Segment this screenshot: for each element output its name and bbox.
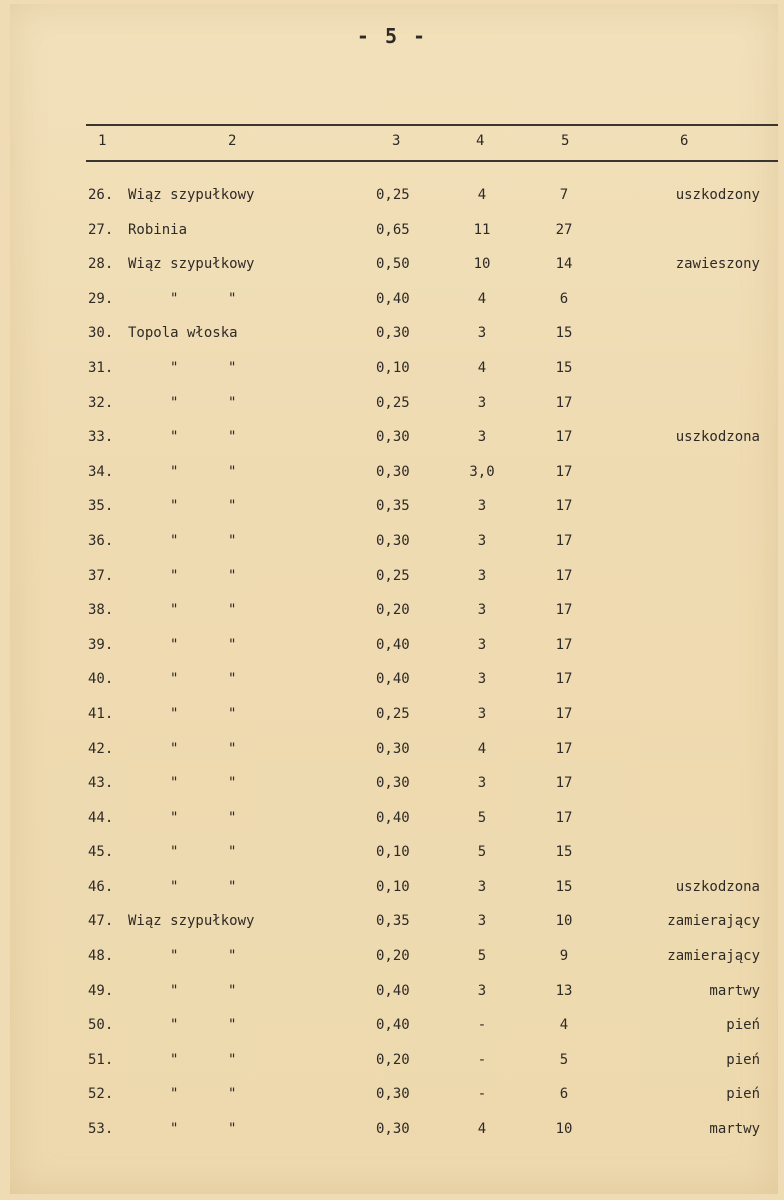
- table-row: [0, 351, 784, 386]
- column-4-cell: 3: [477, 913, 487, 930]
- row-number: 35.: [88, 498, 114, 515]
- row-number: 42.: [88, 740, 114, 757]
- table-row: [0, 593, 784, 628]
- table-top-rule: [86, 124, 778, 126]
- column-4-cell: 5: [477, 844, 487, 861]
- ditto-mark: ": [170, 636, 179, 653]
- column-5-cell: 17: [555, 429, 573, 446]
- diameter-cell: 0,10: [376, 359, 410, 376]
- table-row: [0, 420, 784, 455]
- ditto-mark: ": [170, 567, 179, 584]
- diameter-cell: 0,40: [376, 809, 410, 826]
- ditto-mark: ": [170, 359, 179, 376]
- diameter-cell: 0,25: [376, 187, 410, 203]
- table-header: [0, 133, 784, 153]
- column-header-1: 1: [98, 133, 107, 149]
- column-4-cell: 3: [477, 567, 487, 584]
- column-5-cell: 17: [555, 463, 573, 480]
- table-row: [0, 939, 784, 974]
- row-number: 46.: [88, 878, 114, 895]
- table-row: [0, 455, 784, 490]
- column-5-cell: 13: [555, 982, 573, 999]
- column-5-cell: 15: [555, 878, 573, 895]
- row-number: 37.: [88, 567, 114, 584]
- diameter-cell: 0,30: [376, 775, 410, 792]
- species-name: Wiąz szypułkowy: [128, 913, 255, 930]
- diameter-cell: 0,30: [376, 740, 410, 757]
- column-5-cell: 15: [555, 325, 573, 342]
- table-row: [0, 1112, 784, 1147]
- row-number: 30.: [88, 325, 114, 342]
- column-4-cell: 5: [477, 948, 487, 965]
- column-4-cell: 3: [477, 671, 487, 688]
- column-5-cell: 14: [555, 256, 573, 273]
- table-row: [0, 386, 784, 421]
- ditto-mark: ": [228, 705, 237, 722]
- column-4-cell: 3: [477, 429, 487, 446]
- ditto-mark: ": [170, 1051, 179, 1068]
- row-number: 49.: [88, 982, 114, 999]
- column-5-cell: 17: [555, 602, 573, 619]
- ditto-mark: ": [228, 1017, 237, 1034]
- row-number: 38.: [88, 602, 114, 619]
- table-row: [0, 178, 784, 213]
- table-row: [0, 628, 784, 663]
- ditto-mark: ": [170, 1121, 179, 1138]
- column-5-cell: 17: [555, 671, 573, 688]
- row-number: 50.: [88, 1017, 114, 1034]
- ditto-mark: ": [228, 463, 237, 480]
- tree-table: [0, 178, 784, 1147]
- column-4-cell: 3: [477, 982, 487, 999]
- ditto-mark: ": [170, 463, 179, 480]
- table-row: [0, 870, 784, 905]
- ditto-mark: ": [170, 982, 179, 999]
- condition-note: pień: [726, 1086, 760, 1103]
- condition-note: martwy: [709, 1121, 760, 1138]
- diameter-cell: 0,50: [376, 256, 410, 273]
- table-row: [0, 835, 784, 870]
- row-number: 39.: [88, 636, 114, 653]
- row-number: 27.: [88, 221, 114, 238]
- ditto-mark: ": [228, 394, 237, 411]
- ditto-mark: ": [228, 359, 237, 376]
- diameter-cell: 0,30: [376, 532, 410, 549]
- ditto-mark: ": [228, 740, 237, 757]
- column-4-cell: 3: [477, 325, 487, 342]
- page-number: - 5 -: [356, 24, 428, 48]
- diameter-cell: 0,65: [376, 221, 410, 238]
- species-name: Robinia: [128, 221, 188, 238]
- column-5-cell: 17: [555, 394, 573, 411]
- diameter-cell: 0,35: [376, 913, 410, 930]
- condition-note: zawieszony: [675, 256, 760, 273]
- condition-note: pień: [726, 1051, 760, 1068]
- ditto-mark: ": [170, 705, 179, 722]
- column-5-cell: 10: [555, 913, 573, 930]
- row-number: 47.: [88, 913, 114, 930]
- ditto-mark: ": [170, 809, 179, 826]
- column-4-cell: 3: [477, 775, 487, 792]
- ditto-mark: ": [228, 1121, 237, 1138]
- condition-note: zamierający: [667, 913, 760, 930]
- column-5-cell: 17: [555, 705, 573, 722]
- column-4-cell: 3: [477, 532, 487, 549]
- column-5-cell: 17: [555, 809, 573, 826]
- ditto-mark: ": [228, 809, 237, 826]
- table-row: [0, 213, 784, 248]
- table-row: [0, 974, 784, 1009]
- ditto-mark: ": [170, 498, 179, 515]
- column-4-cell: 4: [477, 359, 487, 376]
- ditto-mark: ": [228, 290, 237, 307]
- table-row: [0, 247, 784, 282]
- row-number: 51.: [88, 1051, 114, 1068]
- column-5-cell: 6: [559, 1086, 569, 1103]
- column-header-2: 2: [228, 133, 237, 149]
- ditto-mark: ": [228, 878, 237, 895]
- ditto-mark: ": [170, 844, 179, 861]
- row-number: 44.: [88, 809, 114, 826]
- column-5-cell: 15: [555, 359, 573, 376]
- column-4-cell: 4: [477, 187, 487, 203]
- column-4-cell: 5: [477, 809, 487, 826]
- ditto-mark: ": [170, 671, 179, 688]
- table-row: [0, 766, 784, 801]
- column-5-cell: 17: [555, 532, 573, 549]
- row-number: 26.: [88, 187, 114, 203]
- table-row: [0, 697, 784, 732]
- condition-note: zamierający: [667, 948, 760, 965]
- table-row: [0, 282, 784, 317]
- table-row: [0, 904, 784, 939]
- row-number: 45.: [88, 844, 114, 861]
- ditto-mark: ": [170, 602, 179, 619]
- column-5-cell: 17: [555, 567, 573, 584]
- ditto-mark: ": [228, 775, 237, 792]
- row-number: 52.: [88, 1086, 114, 1103]
- ditto-mark: ": [228, 948, 237, 965]
- ditto-mark: ": [170, 948, 179, 965]
- diameter-cell: 0,40: [376, 1017, 410, 1034]
- column-4-cell: 3: [477, 705, 487, 722]
- column-header-4: 4: [476, 133, 485, 149]
- column-4-cell: 3: [477, 498, 487, 515]
- column-5-cell: 17: [555, 740, 573, 757]
- table-row: [0, 732, 784, 767]
- condition-note: pień: [726, 1017, 760, 1034]
- ditto-mark: ": [228, 1086, 237, 1103]
- column-5-cell: 7: [559, 187, 569, 203]
- table-row: [0, 524, 784, 559]
- row-number: 41.: [88, 705, 114, 722]
- ditto-mark: ": [170, 290, 179, 307]
- column-5-cell: 4: [559, 1017, 569, 1034]
- row-number: 32.: [88, 394, 114, 411]
- row-number: 34.: [88, 463, 114, 480]
- row-number: 40.: [88, 671, 114, 688]
- species-name: Wiąz szypułkowy: [128, 256, 255, 273]
- ditto-mark: ": [228, 498, 237, 515]
- column-header-5: 5: [561, 133, 570, 149]
- column-4-cell: -: [477, 1086, 487, 1103]
- ditto-mark: ": [228, 982, 237, 999]
- table-row: [0, 1077, 784, 1112]
- column-4-cell: -: [477, 1051, 487, 1068]
- column-4-cell: 3: [477, 394, 487, 411]
- column-4-cell: 3: [477, 878, 487, 895]
- column-5-cell: 17: [555, 775, 573, 792]
- column-5-cell: 5: [559, 1051, 569, 1068]
- condition-note: uszkodzona: [675, 878, 760, 895]
- ditto-mark: ": [228, 429, 237, 446]
- table-row: [0, 1043, 784, 1078]
- row-number: 29.: [88, 290, 114, 307]
- ditto-mark: ": [170, 740, 179, 757]
- diameter-cell: 0,20: [376, 1051, 410, 1068]
- diameter-cell: 0,30: [376, 463, 410, 480]
- ditto-mark: ": [170, 394, 179, 411]
- diameter-cell: 0,40: [376, 671, 410, 688]
- diameter-cell: 0,30: [376, 1086, 410, 1103]
- diameter-cell: 0,20: [376, 948, 410, 965]
- diameter-cell: 0,25: [376, 705, 410, 722]
- column-5-cell: 17: [555, 636, 573, 653]
- column-4-cell: 4: [477, 1121, 487, 1138]
- ditto-mark: ": [170, 775, 179, 792]
- diameter-cell: 0,30: [376, 1121, 410, 1138]
- diameter-cell: 0,25: [376, 394, 410, 411]
- row-number: 53.: [88, 1121, 114, 1138]
- ditto-mark: ": [170, 429, 179, 446]
- diameter-cell: 0,40: [376, 636, 410, 653]
- ditto-mark: ": [228, 532, 237, 549]
- ditto-mark: ": [228, 602, 237, 619]
- table-row: [0, 559, 784, 594]
- column-4-cell: 11: [473, 221, 491, 238]
- ditto-mark: ": [228, 671, 237, 688]
- ditto-mark: ": [170, 1086, 179, 1103]
- column-5-cell: 9: [559, 948, 569, 965]
- row-number: 28.: [88, 256, 114, 273]
- row-number: 48.: [88, 948, 114, 965]
- column-4-cell: 3,0: [469, 463, 495, 480]
- column-4-cell: -: [477, 1017, 487, 1034]
- column-5-cell: 27: [555, 221, 573, 238]
- diameter-cell: 0,40: [376, 982, 410, 999]
- column-header-6: 6: [680, 133, 689, 149]
- condition-note: uszkodzona: [675, 429, 760, 446]
- condition-note: martwy: [709, 982, 760, 999]
- column-5-cell: 6: [559, 290, 569, 307]
- table-header-rule: [86, 160, 778, 162]
- species-name: Wiąz szypułkowy: [128, 187, 255, 203]
- table-row: [0, 316, 784, 351]
- ditto-mark: ": [170, 1017, 179, 1034]
- column-4-cell: 4: [477, 740, 487, 757]
- row-number: 43.: [88, 775, 114, 792]
- table-row: [0, 801, 784, 836]
- condition-note: uszkodzony: [675, 187, 760, 203]
- table-row: [0, 1008, 784, 1043]
- column-5-cell: 10: [555, 1121, 573, 1138]
- column-4-cell: 10: [473, 256, 491, 273]
- ditto-mark: ": [228, 567, 237, 584]
- ditto-mark: ": [228, 844, 237, 861]
- diameter-cell: 0,10: [376, 844, 410, 861]
- row-number: 33.: [88, 429, 114, 446]
- ditto-mark: ": [228, 1051, 237, 1068]
- row-number: 36.: [88, 532, 114, 549]
- column-5-cell: 15: [555, 844, 573, 861]
- column-4-cell: 4: [477, 290, 487, 307]
- diameter-cell: 0,25: [376, 567, 410, 584]
- column-5-cell: 17: [555, 498, 573, 515]
- diameter-cell: 0,30: [376, 429, 410, 446]
- table-row: [0, 489, 784, 524]
- diameter-cell: 0,30: [376, 325, 410, 342]
- diameter-cell: 0,10: [376, 878, 410, 895]
- ditto-mark: ": [170, 878, 179, 895]
- column-header-3: 3: [392, 133, 401, 149]
- ditto-mark: ": [170, 532, 179, 549]
- diameter-cell: 0,40: [376, 290, 410, 307]
- species-name: Topola włoska: [128, 325, 238, 342]
- diameter-cell: 0,20: [376, 602, 410, 619]
- row-number: 31.: [88, 359, 114, 376]
- ditto-mark: ": [228, 636, 237, 653]
- column-4-cell: 3: [477, 636, 487, 653]
- diameter-cell: 0,35: [376, 498, 410, 515]
- column-4-cell: 3: [477, 602, 487, 619]
- table-row: [0, 662, 784, 697]
